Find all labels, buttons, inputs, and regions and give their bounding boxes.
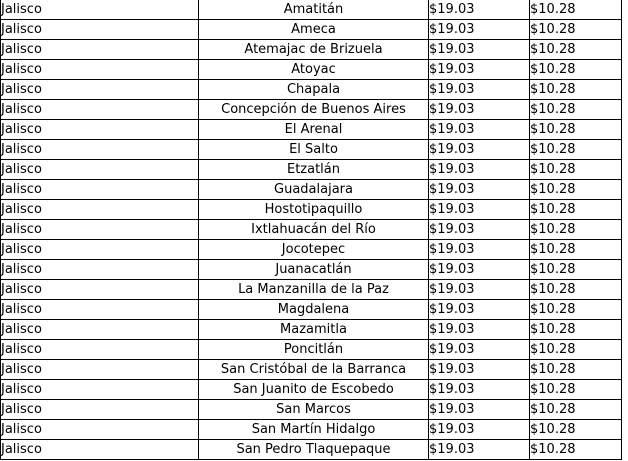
price-a-cell: $19.03 xyxy=(429,280,530,300)
municipality-cell: Atemajac de Brizuela xyxy=(199,40,429,60)
municipality-cell: El Arenal xyxy=(199,120,429,140)
state-cell: Jalisco xyxy=(1,160,199,180)
price-b-cell: $10.28 xyxy=(530,80,622,100)
price-b-cell: $10.28 xyxy=(530,440,622,460)
price-b-cell: $10.28 xyxy=(530,400,622,420)
price-a-cell: $19.03 xyxy=(429,360,530,380)
price-a-cell: $19.03 xyxy=(429,200,530,220)
price-b-cell: $10.28 xyxy=(530,120,622,140)
state-cell: Jalisco xyxy=(1,320,199,340)
table-row xyxy=(1,180,622,200)
table-body xyxy=(1,0,622,460)
price-a-cell: $19.03 xyxy=(429,140,530,160)
municipality-cell: Hostotipaquillo xyxy=(199,200,429,220)
table-row xyxy=(1,260,622,280)
table-row xyxy=(1,200,622,220)
table-row xyxy=(1,60,622,80)
table-row xyxy=(1,40,622,60)
price-b-cell: $10.28 xyxy=(530,260,622,280)
price-b-cell: $10.28 xyxy=(530,220,622,240)
price-a-cell: $19.03 xyxy=(429,20,530,40)
price-a-cell: $19.03 xyxy=(429,40,530,60)
municipality-cell: Ameca xyxy=(199,20,429,40)
state-cell: Jalisco xyxy=(1,400,199,420)
price-b-cell: $10.28 xyxy=(530,100,622,120)
price-b-cell: $10.28 xyxy=(530,240,622,260)
municipality-cell: San Martín Hidalgo xyxy=(199,420,429,440)
price-a-cell: $19.03 xyxy=(429,100,530,120)
table-row xyxy=(1,140,622,160)
table-row xyxy=(1,240,622,260)
table-row xyxy=(1,120,622,140)
state-cell: Jalisco xyxy=(1,200,199,220)
table-row xyxy=(1,280,622,300)
municipality-cell: Poncitlán xyxy=(199,340,429,360)
table-row xyxy=(1,400,622,420)
price-a-cell: $19.03 xyxy=(429,300,530,320)
municipality-cell: Magdalena xyxy=(199,300,429,320)
price-b-cell: $10.28 xyxy=(530,300,622,320)
state-cell: Jalisco xyxy=(1,420,199,440)
price-a-cell: $19.03 xyxy=(429,380,530,400)
price-a-cell: $19.03 xyxy=(429,0,530,20)
price-a-cell: $19.03 xyxy=(429,160,530,180)
table-row xyxy=(1,340,622,360)
municipality-cell: Mazamitla xyxy=(199,320,429,340)
state-cell: Jalisco xyxy=(1,20,199,40)
municipality-cell: San Juanito de Escobedo xyxy=(199,380,429,400)
municipality-cell: San Marcos xyxy=(199,400,429,420)
table-row xyxy=(1,420,622,440)
price-b-cell: $10.28 xyxy=(530,420,622,440)
price-a-cell: $19.03 xyxy=(429,240,530,260)
price-b-cell: $10.28 xyxy=(530,140,622,160)
table-row xyxy=(1,300,622,320)
price-b-cell: $10.28 xyxy=(530,20,622,40)
state-cell: Jalisco xyxy=(1,0,199,20)
price-a-cell: $19.03 xyxy=(429,80,530,100)
table-row xyxy=(1,100,622,120)
price-b-cell: $10.28 xyxy=(530,180,622,200)
table-row xyxy=(1,20,622,40)
table-row xyxy=(1,220,622,240)
table-row xyxy=(1,80,622,100)
municipality-cell: Juanacatlán xyxy=(199,260,429,280)
state-cell: Jalisco xyxy=(1,220,199,240)
state-cell: Jalisco xyxy=(1,120,199,140)
price-b-cell: $10.28 xyxy=(530,380,622,400)
municipality-cell: Atoyac xyxy=(199,60,429,80)
municipality-cell: El Salto xyxy=(199,140,429,160)
state-cell: Jalisco xyxy=(1,260,199,280)
table-row xyxy=(1,360,622,380)
table-row xyxy=(1,0,622,20)
state-cell: Jalisco xyxy=(1,300,199,320)
price-b-cell: $10.28 xyxy=(530,340,622,360)
state-cell: Jalisco xyxy=(1,180,199,200)
municipality-cell: Etzatlán xyxy=(199,160,429,180)
price-a-cell: $19.03 xyxy=(429,340,530,360)
table-row xyxy=(1,380,622,400)
state-cell: Jalisco xyxy=(1,80,199,100)
municipality-cell: La Manzanilla de la Paz xyxy=(199,280,429,300)
state-cell: Jalisco xyxy=(1,240,199,260)
price-a-cell: $19.03 xyxy=(429,420,530,440)
price-b-cell: $10.28 xyxy=(530,200,622,220)
price-b-cell: $10.28 xyxy=(530,40,622,60)
state-cell: Jalisco xyxy=(1,380,199,400)
table-row xyxy=(1,440,622,460)
municipality-cell: Concepción de Buenos Aires xyxy=(199,100,429,120)
price-a-cell: $19.03 xyxy=(429,220,530,240)
state-cell: Jalisco xyxy=(1,340,199,360)
price-b-cell: $10.28 xyxy=(530,160,622,180)
state-cell: Jalisco xyxy=(1,440,199,460)
state-cell: Jalisco xyxy=(1,60,199,80)
municipality-cell: San Cristóbal de la Barranca xyxy=(199,360,429,380)
state-cell: Jalisco xyxy=(1,140,199,160)
price-b-cell: $10.28 xyxy=(530,0,622,20)
state-cell: Jalisco xyxy=(1,360,199,380)
price-b-cell: $10.28 xyxy=(530,360,622,380)
municipality-cell: San Pedro Tlaquepaque xyxy=(199,440,429,460)
municipality-cell: Jocotepec xyxy=(199,240,429,260)
price-a-cell: $19.03 xyxy=(429,320,530,340)
municipality-cell: Chapala xyxy=(199,80,429,100)
table-row xyxy=(1,320,622,340)
state-cell: Jalisco xyxy=(1,100,199,120)
price-b-cell: $10.28 xyxy=(530,60,622,80)
state-cell: Jalisco xyxy=(1,280,199,300)
price-a-cell: $19.03 xyxy=(429,400,530,420)
state-cell: Jalisco xyxy=(1,40,199,60)
price-a-cell: $19.03 xyxy=(429,120,530,140)
price-b-cell: $10.28 xyxy=(530,320,622,340)
price-a-cell: $19.03 xyxy=(429,440,530,460)
price-a-cell: $19.03 xyxy=(429,60,530,80)
price-a-cell: $19.03 xyxy=(429,260,530,280)
municipality-cell: Amatitán xyxy=(199,0,429,20)
price-a-cell: $19.03 xyxy=(429,180,530,200)
price-b-cell: $10.28 xyxy=(530,280,622,300)
municipality-cell: Ixtlahuacán del Río xyxy=(199,220,429,240)
table-row xyxy=(1,160,622,180)
municipality-cell: Guadalajara xyxy=(199,180,429,200)
